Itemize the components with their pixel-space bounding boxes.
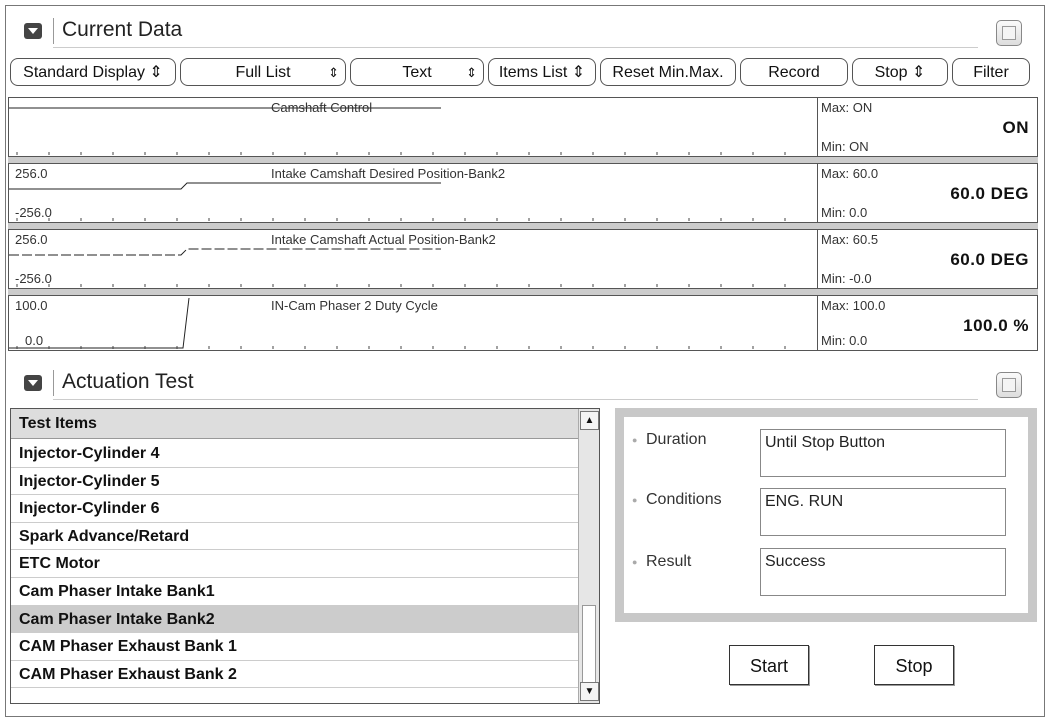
text-mode-label: Text (402, 64, 432, 81)
filter-label: Filter (973, 64, 1009, 81)
list-select[interactable] (180, 58, 346, 86)
graph-min: Min: 0.0 (821, 205, 868, 220)
collapse-icon[interactable] (24, 375, 42, 391)
record-button[interactable] (740, 58, 848, 86)
list-item[interactable]: Injector-Cylinder 4 (11, 440, 579, 468)
graph-name: Intake Camshaft Desired Position-Bank2 (271, 166, 506, 181)
header-rule (53, 47, 978, 48)
test-items-list (10, 408, 600, 704)
graph-value: 60.0 DEG (950, 184, 1029, 203)
scroll-down-icon[interactable]: ▼ (580, 682, 599, 701)
list-item-selected[interactable]: Cam Phaser Intake Bank2 (11, 606, 579, 634)
graph-axis-top: 100.0 (15, 298, 48, 313)
text-mode-select[interactable] (350, 58, 484, 86)
select-arrow-icon: ⇕ (567, 64, 586, 81)
select-arrow-icon: ⇕ (907, 64, 926, 81)
header-separator (53, 370, 54, 396)
graph-camshaft-control (8, 97, 1038, 157)
list-item[interactable]: CAM Phaser Exhaust Bank 2 (11, 661, 579, 689)
graph-max: Max: 60.5 (821, 232, 879, 247)
test-items-header: Test Items (11, 409, 579, 439)
graph-name: IN-Cam Phaser 2 Duty Cycle (271, 298, 438, 313)
graph-trace (9, 98, 817, 156)
result-field: Success (760, 548, 1006, 596)
graph-value: ON (1002, 118, 1029, 137)
header-rule (53, 399, 978, 400)
list-item[interactable]: Injector-Cylinder 5 (11, 468, 579, 496)
list-select-label: Full List (235, 64, 291, 81)
list-item[interactable]: Injector-Cylinder 6 (11, 495, 579, 523)
graph-max: Max: 60.0 (821, 166, 879, 181)
actuation-test-title: Actuation Test (62, 370, 194, 393)
list-item[interactable]: CAM Phaser Exhaust Bank 1 (11, 633, 579, 661)
select-arrow-icon: ⇕ (466, 65, 477, 80)
graph-name: Camshaft Control (271, 100, 373, 115)
stop-select-label: Stop (874, 64, 908, 81)
start-button[interactable]: Start (729, 645, 809, 685)
list-scrollbar[interactable] (578, 409, 599, 703)
items-list-label: Items List (498, 64, 568, 81)
maximize-icon[interactable] (996, 20, 1022, 46)
stop-select[interactable] (852, 58, 948, 86)
maximize-icon[interactable] (996, 372, 1022, 398)
reset-min-max-button[interactable] (600, 58, 736, 86)
conditions-label: ● Conditions (646, 491, 722, 509)
list-item[interactable]: ETC Motor (11, 550, 579, 578)
current-data-header (8, 12, 1028, 48)
graph-intake-desired-position (8, 163, 1038, 223)
conditions-field: ENG. RUN (760, 488, 1006, 536)
graph-min: Min: ON (821, 139, 869, 154)
graph-cam-phaser-duty-cycle (8, 295, 1038, 351)
graph-max: Max: ON (821, 100, 873, 115)
current-data-title: Current Data (62, 18, 183, 41)
record-label: Record (768, 64, 820, 81)
actuation-test-header (8, 364, 1028, 400)
stop-button[interactable]: Stop (874, 645, 954, 685)
reset-label: Reset Min.Max. (612, 64, 724, 81)
select-arrow-icon: ⇕ (144, 64, 163, 81)
test-info-inner (624, 417, 1028, 613)
graph-min: Min: 0.0 (821, 333, 868, 348)
filter-button[interactable] (952, 58, 1030, 86)
items-list-select[interactable] (488, 58, 596, 86)
graph-min: Min: -0.0 (821, 271, 872, 286)
duration-label: ● Duration (646, 431, 706, 449)
select-arrow-icon: ⇕ (328, 65, 339, 80)
graph-axis-bottom: -256.0 (15, 205, 52, 220)
display-mode-select[interactable] (10, 58, 176, 86)
graph-plot-area (9, 98, 818, 156)
graph-axis-top: 256.0 (15, 166, 48, 181)
current-data-toolbar (6, 58, 1036, 88)
test-info-panel (615, 408, 1037, 622)
graph-intake-actual-position (8, 229, 1038, 289)
result-label: ● Result (646, 553, 691, 571)
graph-axis-top: 256.0 (15, 232, 48, 247)
graph-axis-bottom: 0.0 (25, 333, 44, 348)
display-mode-label: Standard Display (23, 64, 145, 81)
graph-name: Intake Camshaft Actual Position-Bank2 (271, 232, 496, 247)
test-items-rows (11, 440, 579, 688)
graph-max: Max: 100.0 (821, 298, 886, 313)
list-item[interactable]: Spark Advance/Retard (11, 523, 579, 551)
graph-value: 100.0 % (963, 316, 1029, 335)
header-separator (53, 18, 54, 44)
scroll-up-icon[interactable]: ▲ (580, 411, 599, 430)
list-item[interactable]: Cam Phaser Intake Bank1 (11, 578, 579, 606)
graph-axis-bottom: -256.0 (15, 271, 52, 286)
graph-value: 60.0 DEG (950, 250, 1029, 269)
duration-field: Until Stop Button (760, 429, 1006, 477)
scroll-thumb[interactable] (582, 605, 596, 687)
collapse-icon[interactable] (24, 23, 42, 39)
